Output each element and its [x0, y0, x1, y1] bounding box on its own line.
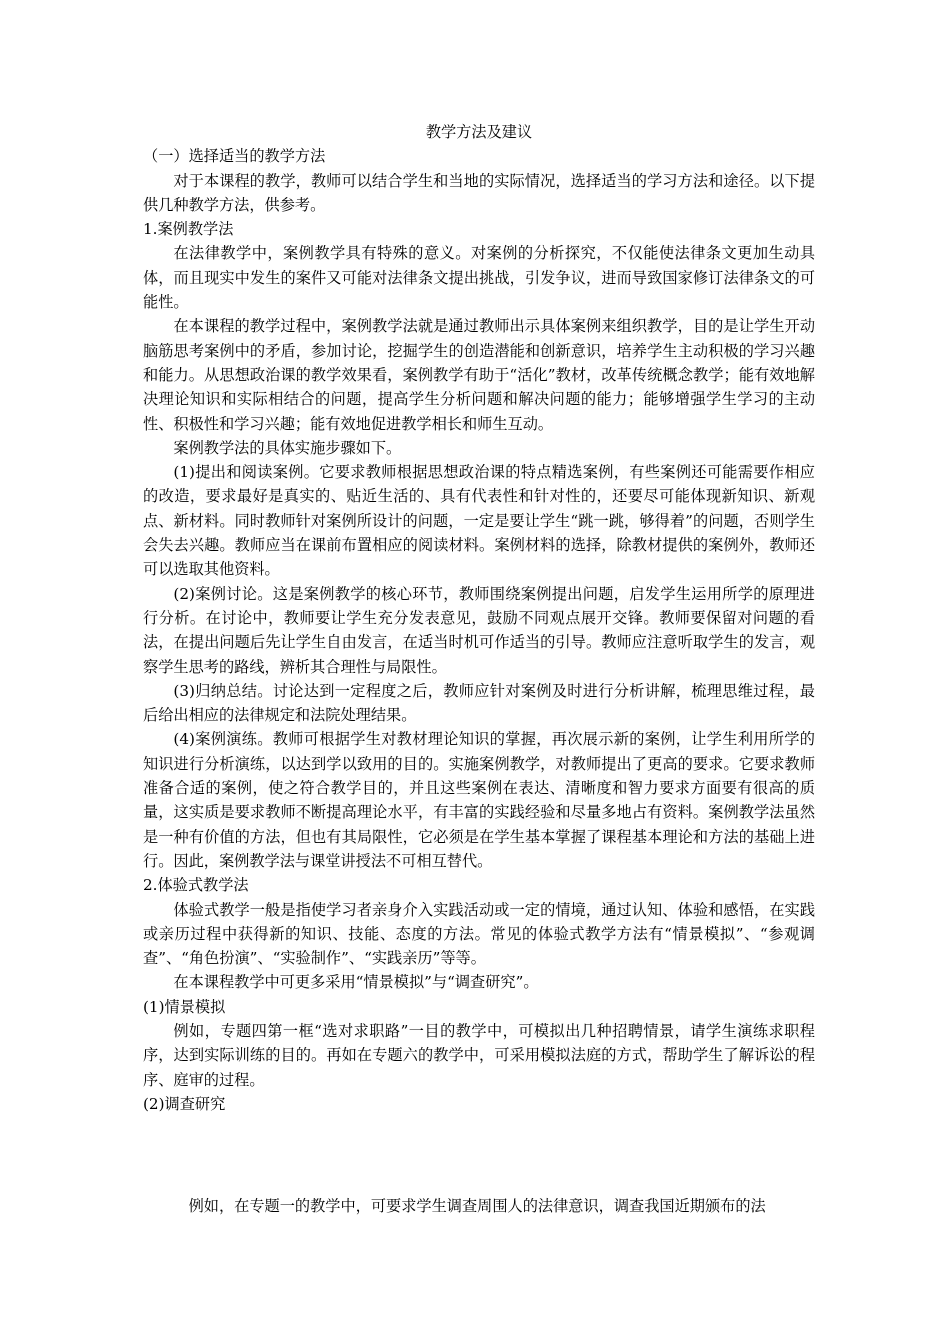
- investigation-heading: (2)调查研究: [143, 1094, 226, 1113]
- experience-paragraph-2: 在本课程教学中可更多采用“情景模拟”与“调查研究”。: [173, 973, 539, 992]
- experience-paragraph-1: 体验式教学一般是指使学习者亲身介入实践活动或一定的情境，通过认知、体验和感悟，在实践或亲历过程中获得新的知识、技能、态度的方法。常见的体验式教学方法有“情景模拟”、“参观调查”、“角色扮演”、“实验制作”、“实践亲历”等等。: [143, 900, 815, 968]
- case-method-heading: 1.案例教学法: [143, 220, 234, 239]
- case-step-2: (2)案例讨论。这是案例教学的核心环节，教师围绕案例提出问题，启发学生运用所学的原理进行分析。在讨论中，教师要让学生充分发表意见，鼓励不同观点展开交锋。教师要保留对问题的看法，在提出问题后先让学生自由发言，在适当时机可作适当的引导。教师应注意听取学生的发言，观察学生思考的路线，辨析其合理性与局限性。: [143, 584, 815, 676]
- document-title: 教学方法及建议: [425, 123, 533, 141]
- document-body: [143, 120, 815, 1116]
- case-step-1: (1)提出和阅读案例。它要求教师根据思想政治课的特点精选案例，有些案例还可能需要作相应的改造，要求最好是真实的、贴近生活的、具有代表性和针对性的，还要尽可能体现新知识、新观点、新材料。同时教师针对案例所设计的问题，一定是要让学生“跳一跳，够得着”的问题，否则学生会失去兴趣。教师应当在课前布置相应的阅读材料。案例材料的选择，除教材提供的案例外，教师还可以选取其他资料。: [143, 463, 815, 579]
- case-step-4: (4)案例演练。教师可根据学生对教材理论知识的掌握，再次展示新的案例，让学生利用所学的知识进行分析演练，以达到学以致用的目的。实施案例教学，对教师提出了更高的要求。它要求教师准备合适的案例，使之符合教学目的，并且这些案例在表达、清晰度和智力要求方面要有很高的质量，这实质是要求教师不断提高理论水平，有丰富的实践经验和尽量多地占有资料。案例教学法虽然是一种有价值的方法，但也有其局限性，它必须是在学生基本掌握了课程基本理论和方法的基础上进行。因此，案例教学法与课堂讲授法不可相互替代。: [143, 730, 815, 870]
- case-steps-intro: 案例教学法的具体实施步骤如下。: [173, 438, 402, 457]
- investigation-paragraph: 例如，在专题一的教学中，可要求学生调查周围人的法律意识，调查我国近期颁布的法: [188, 1197, 766, 1215]
- scenario-simulation-heading: (1)情景模拟: [143, 997, 226, 1016]
- section-heading: （一）选择适当的教学方法: [143, 147, 326, 166]
- intro-paragraph: 对于本课程的教学，教师可以结合学生和当地的实际情况，选择适当的学习方法和途径。以下提供几种教学方法，供参考。: [143, 171, 815, 214]
- case-paragraph-1: 在法律教学中，案例教学具有特殊的意义。对案例的分析探究，不仅能使法律条文更加生动具体，而且现实中发生的案件又可能对法律条文提出挑战，引发争议，进而导致国家修订法律条文的可能性。: [143, 244, 815, 312]
- case-paragraph-2: 在本课程的教学过程中，案例教学法就是通过教师出示具体案例来组织教学，目的是让学生开动脑筋思考案例中的矛盾，参加讨论，挖掘学生的创造潜能和创新意识，培养学生主动积极的学习兴趣和能力。从思想政治课的教学效果看，案例教学有助于“活化”教材，改革传统概念教学；能有效地解决理论知识和实际相结合的问题，提高学生分析问题和解决问题的能力；能够增强学生学习的主动性、积极性和学习兴趣；能有效地促进教学相长和师生互动。: [143, 317, 815, 433]
- experience-method-heading: 2.体验式教学法: [143, 876, 249, 895]
- scenario-simulation-paragraph: 例如，专题四第一框“选对求职路”一目的教学中，可模拟出几种招聘情景，请学生演练求职程序，达到实际训练的目的。再如在专题六的教学中，可采用模拟法庭的方式，帮助学生了解诉讼的程序、庭审的过程。: [143, 1021, 815, 1089]
- case-step-3: (3)归纳总结。讨论达到一定程度之后，教师应针对案例及时进行分析讲解，梳理思维过程，最后给出相应的法律规定和法院处理结果。: [143, 681, 815, 725]
